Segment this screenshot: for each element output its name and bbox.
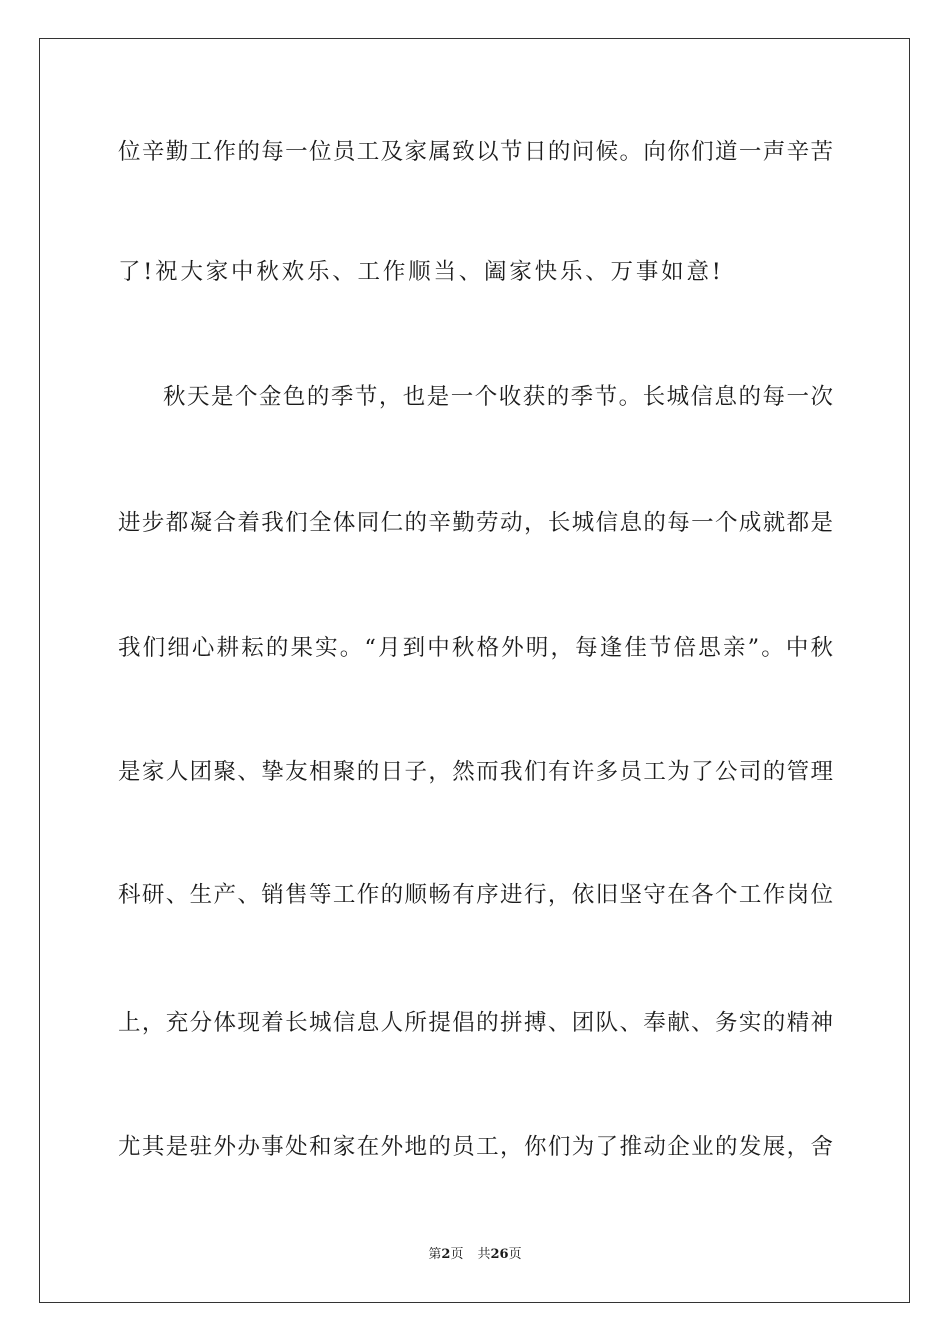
- body-text-line-8: 上，充分体现着长城信息人所提倡的拼搏、团队、奉献、务实的精神: [118, 1010, 833, 1036]
- body-text-line-2: 了!祝大家中秋欢乐、工作顺当、阖家快乐、万事如意!: [118, 259, 724, 285]
- current-page-number: 2: [441, 1247, 451, 1262]
- page-footer: [0, 1246, 950, 1264]
- total-suffix: 页: [508, 1247, 522, 1262]
- page-prefix: 第: [428, 1247, 442, 1262]
- body-text-line-9: 尤其是驻外办事处和家在外地的员工，你们为了推动企业的发展，舍: [118, 1134, 833, 1160]
- body-text-line-5: 我们细心耕耘的果实。“月到中秋格外明，每逢佳节倍思亲”。中秋: [118, 635, 833, 661]
- page-suffix: 页: [450, 1247, 464, 1262]
- body-text-line-4: 进步都凝合着我们全体同仁的辛勤劳动，长城信息的每一个成就都是: [118, 510, 833, 536]
- total-prefix: 共: [477, 1247, 491, 1262]
- body-text-line-7: 科研、生产、销售等工作的顺畅有序进行，依旧坚守在各个工作岗位: [118, 882, 833, 908]
- page-border: [39, 38, 910, 1303]
- body-text-line-6: 是家人团聚、挚友相聚的日子，然而我们有许多员工为了公司的管理: [118, 759, 833, 785]
- body-text-line-3-paragraph-start: 秋天是个金色的季节，也是一个收获的季节。长城信息的每一次: [163, 384, 833, 410]
- total-pages-number: 26: [490, 1247, 509, 1262]
- body-text-line-1: 位辛勤工作的每一位员工及家属致以节日的问候。向你们道一声辛苦: [118, 139, 833, 165]
